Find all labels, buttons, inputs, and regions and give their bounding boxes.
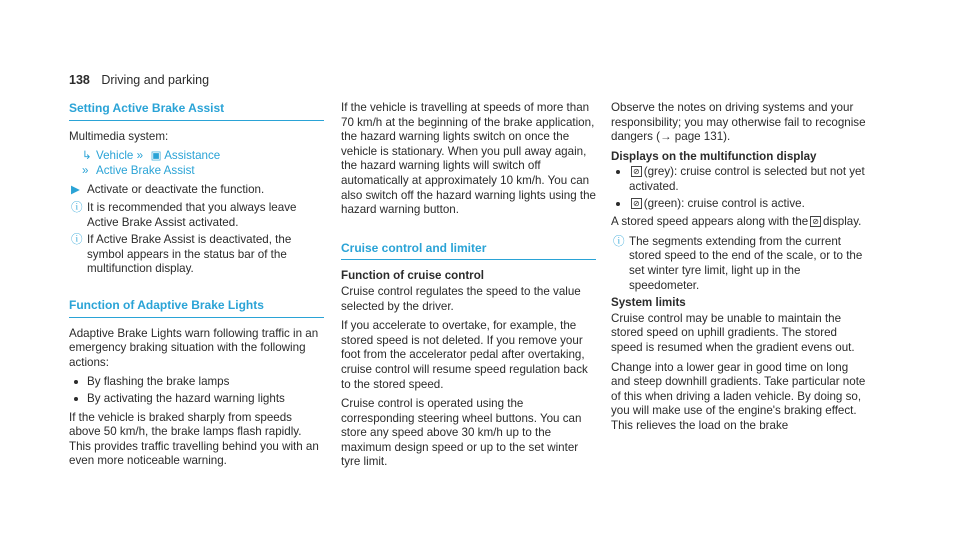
step-item: ▶ Activate or deactivate the function.: [71, 183, 265, 197]
list-item: ⊘ (grey): cruise control is selected but not yet activated.: [615, 165, 866, 194]
list-item: ⊘ (green): cruise control is active.: [615, 197, 866, 212]
subheading: Displays on the multifunction display: [611, 149, 817, 163]
subheading: System limits: [611, 296, 686, 310]
double-chevron-icon: »: [82, 163, 89, 177]
column-left: [69, 101, 324, 474]
note-item: ⓘ It is recommended that you always leave Active Brake Assist activated.: [71, 200, 297, 229]
section-heading-cruise-control: Cruise control and limiter: [341, 241, 596, 261]
menu-path: [82, 149, 324, 178]
paragraph: Change into a lower gear in good time on long and steep downhill gradients. Take particular note of this when driving a laden vehicle. By doing so, you will make use of the engine's braking effect. This relieves the load on the brake: [611, 360, 866, 432]
paragraph: Adaptive Brake Lights warn following traffic in an emergency braking situation with the following actions:: [69, 326, 319, 369]
menu-active-brake-assist[interactable]: Active Brake Assist: [96, 163, 195, 177]
paragraph: If the vehicle is travelling at speeds of more than 70 km/h at the beginning of the brake application, the hazard warning lights switch on once the vehicle is stationary. When you pull away again, the hazard warning lights will switch off automatically at approximately 10 km/h. You can also switch off the hazard warning lights using the hazard warning button.: [341, 101, 596, 217]
cruise-control-icon: ⊘: [633, 167, 640, 177]
paragraph: If you accelerate to overtake, for example, the stored speed is not deleted. If you remove your foot from the accelerator pedal after overtaking, cruise control will resume speed regulation back to the stored speed.: [341, 319, 588, 391]
list-item: By flashing the brake lamps: [73, 375, 324, 390]
column-right: [611, 101, 866, 438]
cruise-control-icon: ⊘: [633, 198, 640, 208]
info-icon: ⓘ: [613, 234, 625, 248]
page-header: [69, 73, 209, 87]
paragraph: Observe the notes on driving systems and your responsibility; you may otherwise fail to recognise dangers (→ page 131).: [611, 101, 866, 144]
car-icon: ▣: [150, 149, 162, 163]
info-icon: ⓘ: [71, 233, 83, 247]
note-item: ⓘ The segments extending from the current stored speed to the end of the scale, or to the set winter tyre limit, light up in the speedometer.: [613, 234, 863, 292]
paragraph: A stored speed appears along with the ⊘ display.: [611, 215, 862, 229]
paragraph: Cruise control is operated using the corresponding steering wheel buttons. You can store any speed above 30 km/h up to the maximum design speed or up to the set winter tyre limit.: [341, 397, 582, 469]
chapter-title: Driving and parking: [101, 73, 210, 87]
section-heading-setting-aba: Setting Active Brake Assist: [69, 101, 324, 121]
enter-arrow-icon: ↳: [82, 149, 92, 163]
paragraph: Cruise control may be unable to maintain the stored speed on uphill gradients. The stored speed is resumed when the gradient evens out.: [611, 311, 855, 354]
menu-assistance[interactable]: Assistance: [164, 149, 221, 163]
cruise-control-icon: ⊘: [812, 217, 819, 227]
menu-vehicle[interactable]: Vehicle: [96, 149, 134, 163]
page-number: 138: [69, 73, 90, 87]
column-middle: [341, 101, 596, 475]
list-item: By activating the hazard warning lights: [73, 392, 324, 407]
subheading: Function of cruise control: [341, 269, 484, 283]
play-step-icon: ▶: [71, 183, 80, 197]
section-heading-adaptive-brake-lights: Function of Adaptive Brake Lights: [69, 298, 324, 318]
multimedia-label: Multimedia system:: [69, 129, 169, 143]
paragraph: If the vehicle is braked sharply from speeds above 50 km/h, the brake lamps flash rapidly. This provides traffic travelling behind you with an even more noticeable warning.: [69, 410, 319, 468]
info-icon: ⓘ: [71, 200, 83, 214]
paragraph: Cruise control regulates the speed to the value selected by the driver.: [341, 284, 581, 313]
note-item: ⓘ If Active Brake Assist is deactivated, the symbol appears in the status bar of the multifunction display.: [71, 233, 292, 276]
double-chevron-icon: »: [136, 149, 144, 163]
